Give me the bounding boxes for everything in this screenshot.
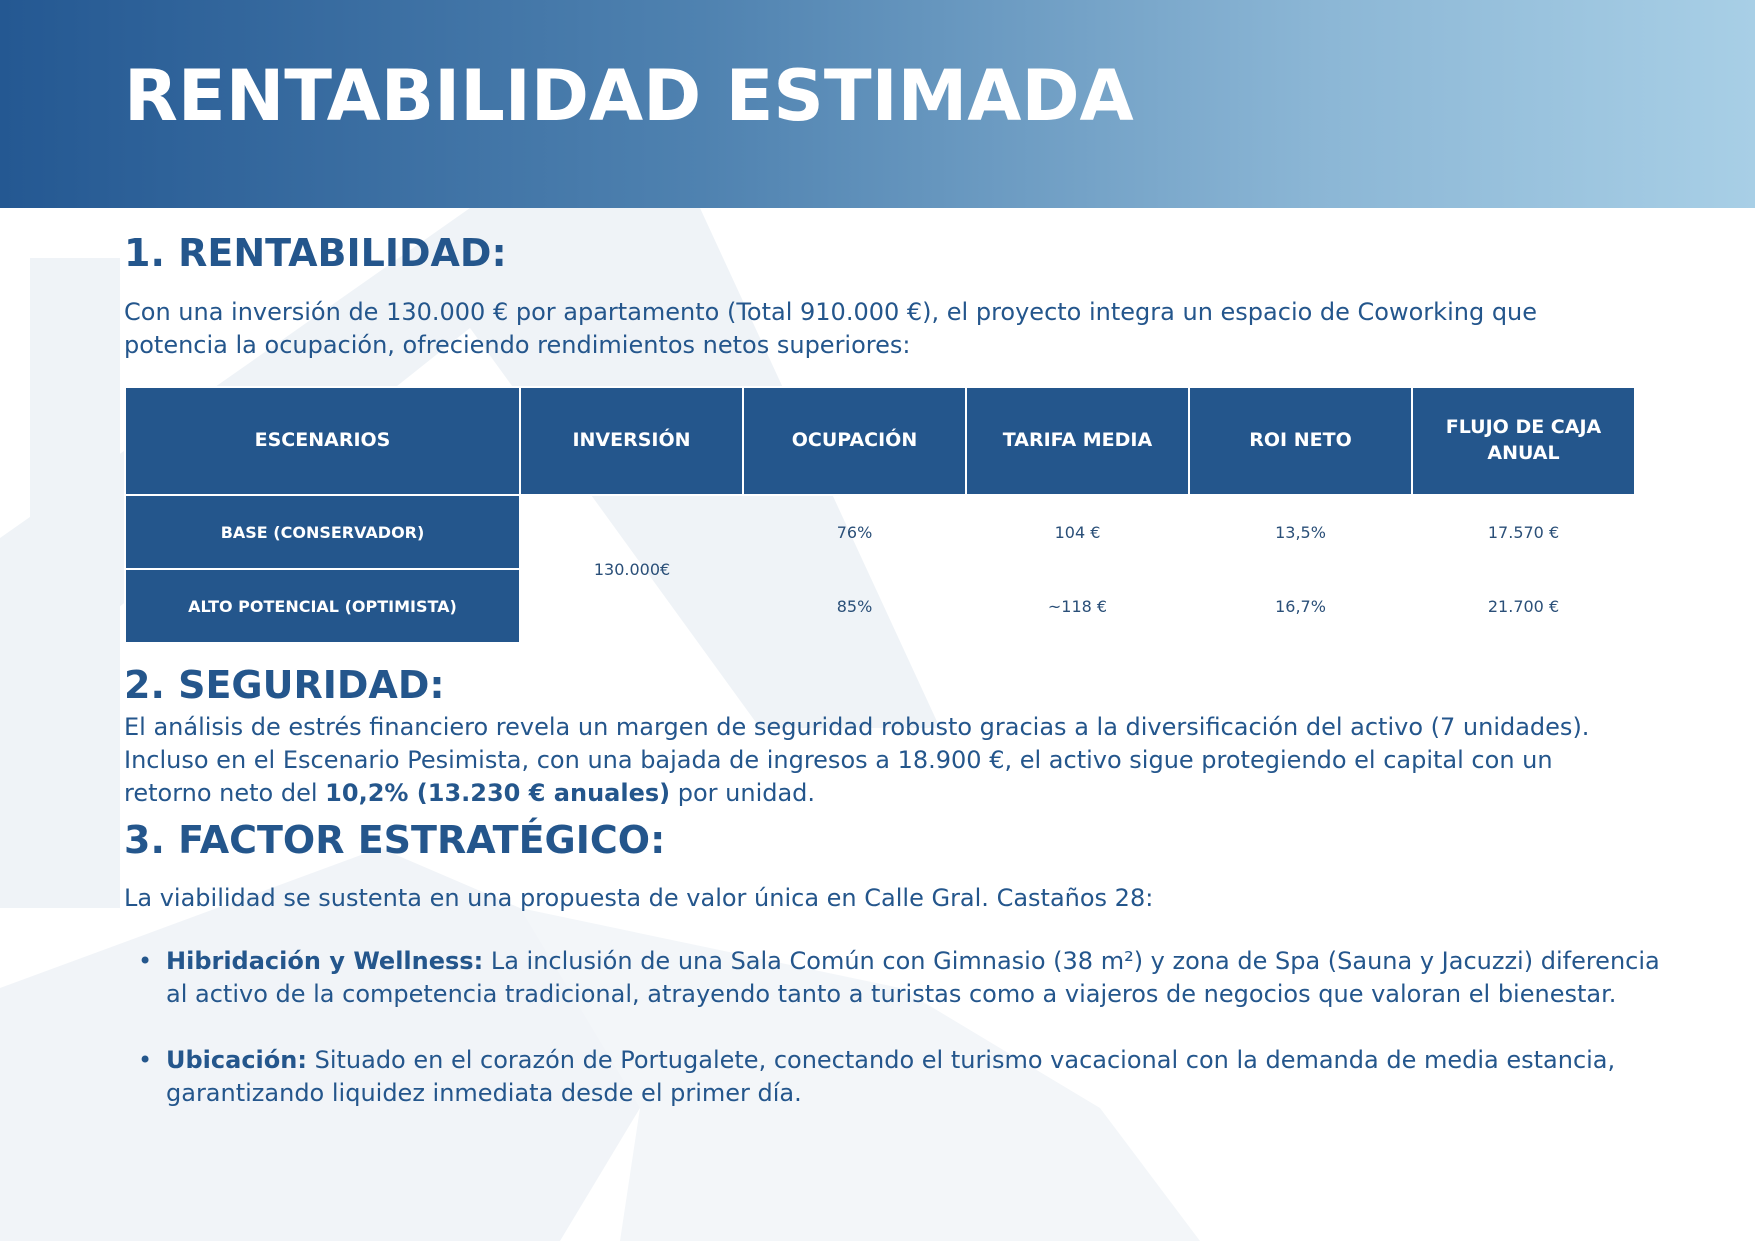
- section-factor-estrategico-intro: La viabilidad se sustenta en una propuesta de valor única en Calle Gral. Castaños 28:: [124, 884, 1154, 912]
- header-flujo-caja: FLUJO DE CAJA ANUAL: [1412, 387, 1635, 495]
- scenarios-table: [124, 386, 1636, 644]
- scenario-label: BASE (CONSERVADOR): [125, 495, 520, 569]
- table-header-row: [125, 387, 1635, 495]
- header-roi-neto: ROI NETO: [1189, 387, 1412, 495]
- table-row: [125, 569, 1635, 643]
- section-seguridad-text: [124, 711, 1644, 810]
- table-row: [125, 495, 1635, 569]
- scenario-label: ALTO POTENCIAL (OPTIMISTA): [125, 569, 520, 643]
- inversion-value: 130.000€: [593, 560, 671, 579]
- list-item: [138, 1044, 1686, 1110]
- list-item: [138, 945, 1686, 1011]
- bullet-text: Situado en el corazón de Portugalete, conectando el turismo vacacional con la demanda de media estancia, garantizando liquidez inmediata desde el primer día.: [166, 1046, 1616, 1107]
- roi-cell: 13,5%: [1275, 523, 1326, 542]
- bullet-icon: •: [138, 1046, 153, 1074]
- ocupacion-cell: 76%: [836, 523, 873, 542]
- header-escenarios: ESCENARIOS: [125, 387, 520, 495]
- ocupacion-cell: 85%: [836, 596, 873, 616]
- bullet-heading: Hibridación y Wellness:: [166, 947, 484, 975]
- tarifa-cell: ~118 €: [1047, 596, 1108, 616]
- seguridad-highlight: 10,2% (13.230 € anuales): [325, 779, 671, 807]
- bullet-heading: Ubicación:: [166, 1046, 307, 1074]
- strategic-factors-list: [124, 945, 1686, 1143]
- section-rentabilidad-intro: Con una inversión de 130.000 € por apartamento (Total 910.000 €), el proyecto integra un espacio de Coworking que potencia la ocupación, ofreciendo rendimientos netos superiores:: [124, 298, 1538, 359]
- section-factor-estrategico-title: 3. FACTOR ESTRATÉGICO:: [124, 818, 666, 862]
- section-rentabilidad-title: 1. RENTABILIDAD:: [124, 231, 507, 275]
- seguridad-text-after: por unidad.: [670, 779, 816, 807]
- flujo-cell: 17.570 €: [1487, 523, 1560, 542]
- header-ocupacion: OCUPACIÓN: [743, 387, 966, 495]
- header-tarifa-media: TARIFA MEDIA: [966, 387, 1189, 495]
- seguridad-text-before: El análisis de estrés financiero revela un margen de seguridad robusto gracias a la diversificación del activo (7 unidades). Incluso en el Escenario Pesimista, con una bajada de ingresos a 18.900 €, el activo sigue protegiendo el capital con un retorno neto del: [124, 713, 1590, 807]
- page-title: RENTABILIDAD ESTIMADA: [124, 55, 1134, 137]
- bullet-icon: •: [138, 947, 153, 975]
- header-inversion: INVERSIÓN: [520, 387, 743, 495]
- roi-cell: 16,7%: [1275, 596, 1326, 616]
- tarifa-cell: 104 €: [1054, 523, 1101, 542]
- flujo-cell: 21.700 €: [1487, 596, 1560, 616]
- section-seguridad-title: 2. SEGURIDAD:: [124, 663, 445, 707]
- bullet-text: La inclusión de una Sala Común con Gimnasio (38 m²) y zona de Spa (Sauna y Jacuzzi) diferencia al activo de la competencia tradicional, atrayendo tanto a turistas como a viajeros de negocios que valoran el bienestar.: [166, 947, 1660, 1008]
